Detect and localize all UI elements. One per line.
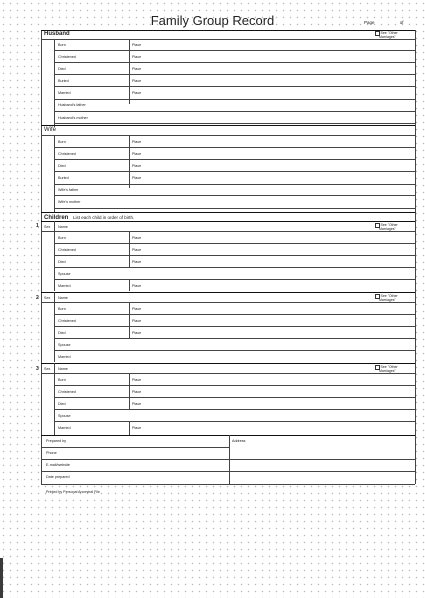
see-other-marriages-child-2[interactable]: See "Other Marriages" bbox=[375, 294, 398, 302]
date-prepared-label: Date prepared bbox=[46, 475, 70, 479]
husband-buried-place-label: Place bbox=[132, 79, 142, 83]
wife-born-label: Born bbox=[58, 140, 66, 144]
wife-section-label: Wife bbox=[44, 127, 56, 133]
child-3-name-label: Name bbox=[58, 367, 68, 371]
child-3-died-label: Died bbox=[58, 402, 66, 406]
children-section-label: Children bbox=[44, 215, 69, 221]
husband-married-place-label: Place bbox=[132, 91, 142, 95]
wife-christened-place-label: Place bbox=[132, 152, 142, 156]
printed-by-note: Printed by Personal Ancestral File bbox=[46, 490, 100, 494]
child-3-number: 3 bbox=[36, 366, 39, 372]
child-2-died-place-label: Place bbox=[132, 331, 142, 335]
see-other-marriages-child-1[interactable]: See "Other Marriages" bbox=[375, 223, 398, 231]
child-2-died-label: Died bbox=[58, 331, 66, 335]
child-1-married-place-label: Place bbox=[132, 284, 142, 288]
child-1-christened-place-label: Place bbox=[132, 248, 142, 252]
child-1-sex-label: Sex bbox=[44, 225, 51, 229]
child-3-spouse-label: Spouse bbox=[58, 414, 71, 418]
child-2-sex-label: Sex bbox=[44, 296, 51, 300]
form-title: Family Group Record bbox=[150, 13, 275, 28]
family-group-record-form bbox=[36, 30, 415, 484]
of-label: of bbox=[399, 20, 404, 25]
husband-christened-label: Christened bbox=[58, 55, 76, 59]
husband-section-label: Husband bbox=[44, 31, 70, 37]
child-3-died-place-label: Place bbox=[132, 402, 142, 406]
child-3-married-place-label: Place bbox=[132, 426, 142, 430]
child-1-died-place-label: Place bbox=[132, 260, 142, 264]
husband-died-place-label: Place bbox=[132, 67, 142, 71]
wife-died-label: Died bbox=[58, 164, 66, 168]
husband-died-label: Died bbox=[58, 67, 66, 71]
prepared-by-label: Prepared by bbox=[46, 439, 67, 443]
child-1-spouse-label: Spouse bbox=[58, 272, 71, 276]
husband-born-label: Born bbox=[58, 43, 66, 47]
child-2-christened-place-label: Place bbox=[132, 319, 142, 323]
email-website-label: E-mail/website bbox=[46, 463, 70, 467]
husbands-mother-label: Husband's mother bbox=[58, 116, 88, 120]
child-2-number: 2 bbox=[36, 295, 39, 301]
child-2-christened-label: Christened bbox=[58, 319, 76, 323]
children-instruction: List each child in order of birth. bbox=[73, 215, 135, 220]
wife-buried-place-label: Place bbox=[132, 176, 142, 180]
child-2-married-label: Married bbox=[58, 355, 71, 359]
child-2-born-place-label: Place bbox=[132, 307, 142, 311]
child-1-christened-label: Christened bbox=[58, 248, 76, 252]
child-1-born-label: Born bbox=[58, 236, 66, 240]
wife-died-place-label: Place bbox=[132, 164, 142, 168]
see-other-marriages-child-3[interactable]: See "Other Marriages" bbox=[375, 365, 398, 373]
wife-christened-label: Christened bbox=[58, 152, 76, 156]
child-1-born-place-label: Place bbox=[132, 236, 142, 240]
child-3-born-label: Born bbox=[58, 378, 66, 382]
child-1-number: 1 bbox=[36, 223, 39, 229]
husband-christened-place-label: Place bbox=[132, 55, 142, 59]
phone-label: Phone bbox=[46, 451, 57, 455]
husband-married-label: Married bbox=[58, 91, 71, 95]
wifes-father-label: Wife's father bbox=[58, 188, 79, 192]
address-label: Address bbox=[232, 439, 246, 443]
husband-buried-label: Buried bbox=[58, 79, 69, 83]
child-2-spouse-label: Spouse bbox=[58, 343, 71, 347]
child-1-married-label: Married bbox=[58, 284, 71, 288]
child-3-born-place-label: Place bbox=[132, 378, 142, 382]
child-3-christened-label: Christened bbox=[58, 390, 76, 394]
page-number-field bbox=[364, 20, 404, 25]
child-1-name-label: Name bbox=[58, 225, 68, 229]
page-edge-shadow bbox=[0, 558, 3, 598]
child-3-christened-place-label: Place bbox=[132, 390, 142, 394]
child-3-sex-label: Sex bbox=[44, 367, 51, 371]
husband-born-place-label: Place bbox=[132, 43, 142, 47]
child-2-name-label: Name bbox=[58, 296, 68, 300]
child-2-born-label: Born bbox=[58, 307, 66, 311]
page-label: Page bbox=[364, 20, 375, 25]
child-1-died-label: Died bbox=[58, 260, 66, 264]
see-other-marriages-husband[interactable]: See "Other Marriages" bbox=[375, 31, 398, 39]
wife-born-place-label: Place bbox=[132, 140, 142, 144]
child-3-married-label: Married bbox=[58, 426, 71, 430]
husbands-father-label: Husband's father bbox=[58, 103, 86, 107]
wifes-mother-label: Wife's mother bbox=[58, 200, 81, 204]
wife-buried-label: Buried bbox=[58, 176, 69, 180]
